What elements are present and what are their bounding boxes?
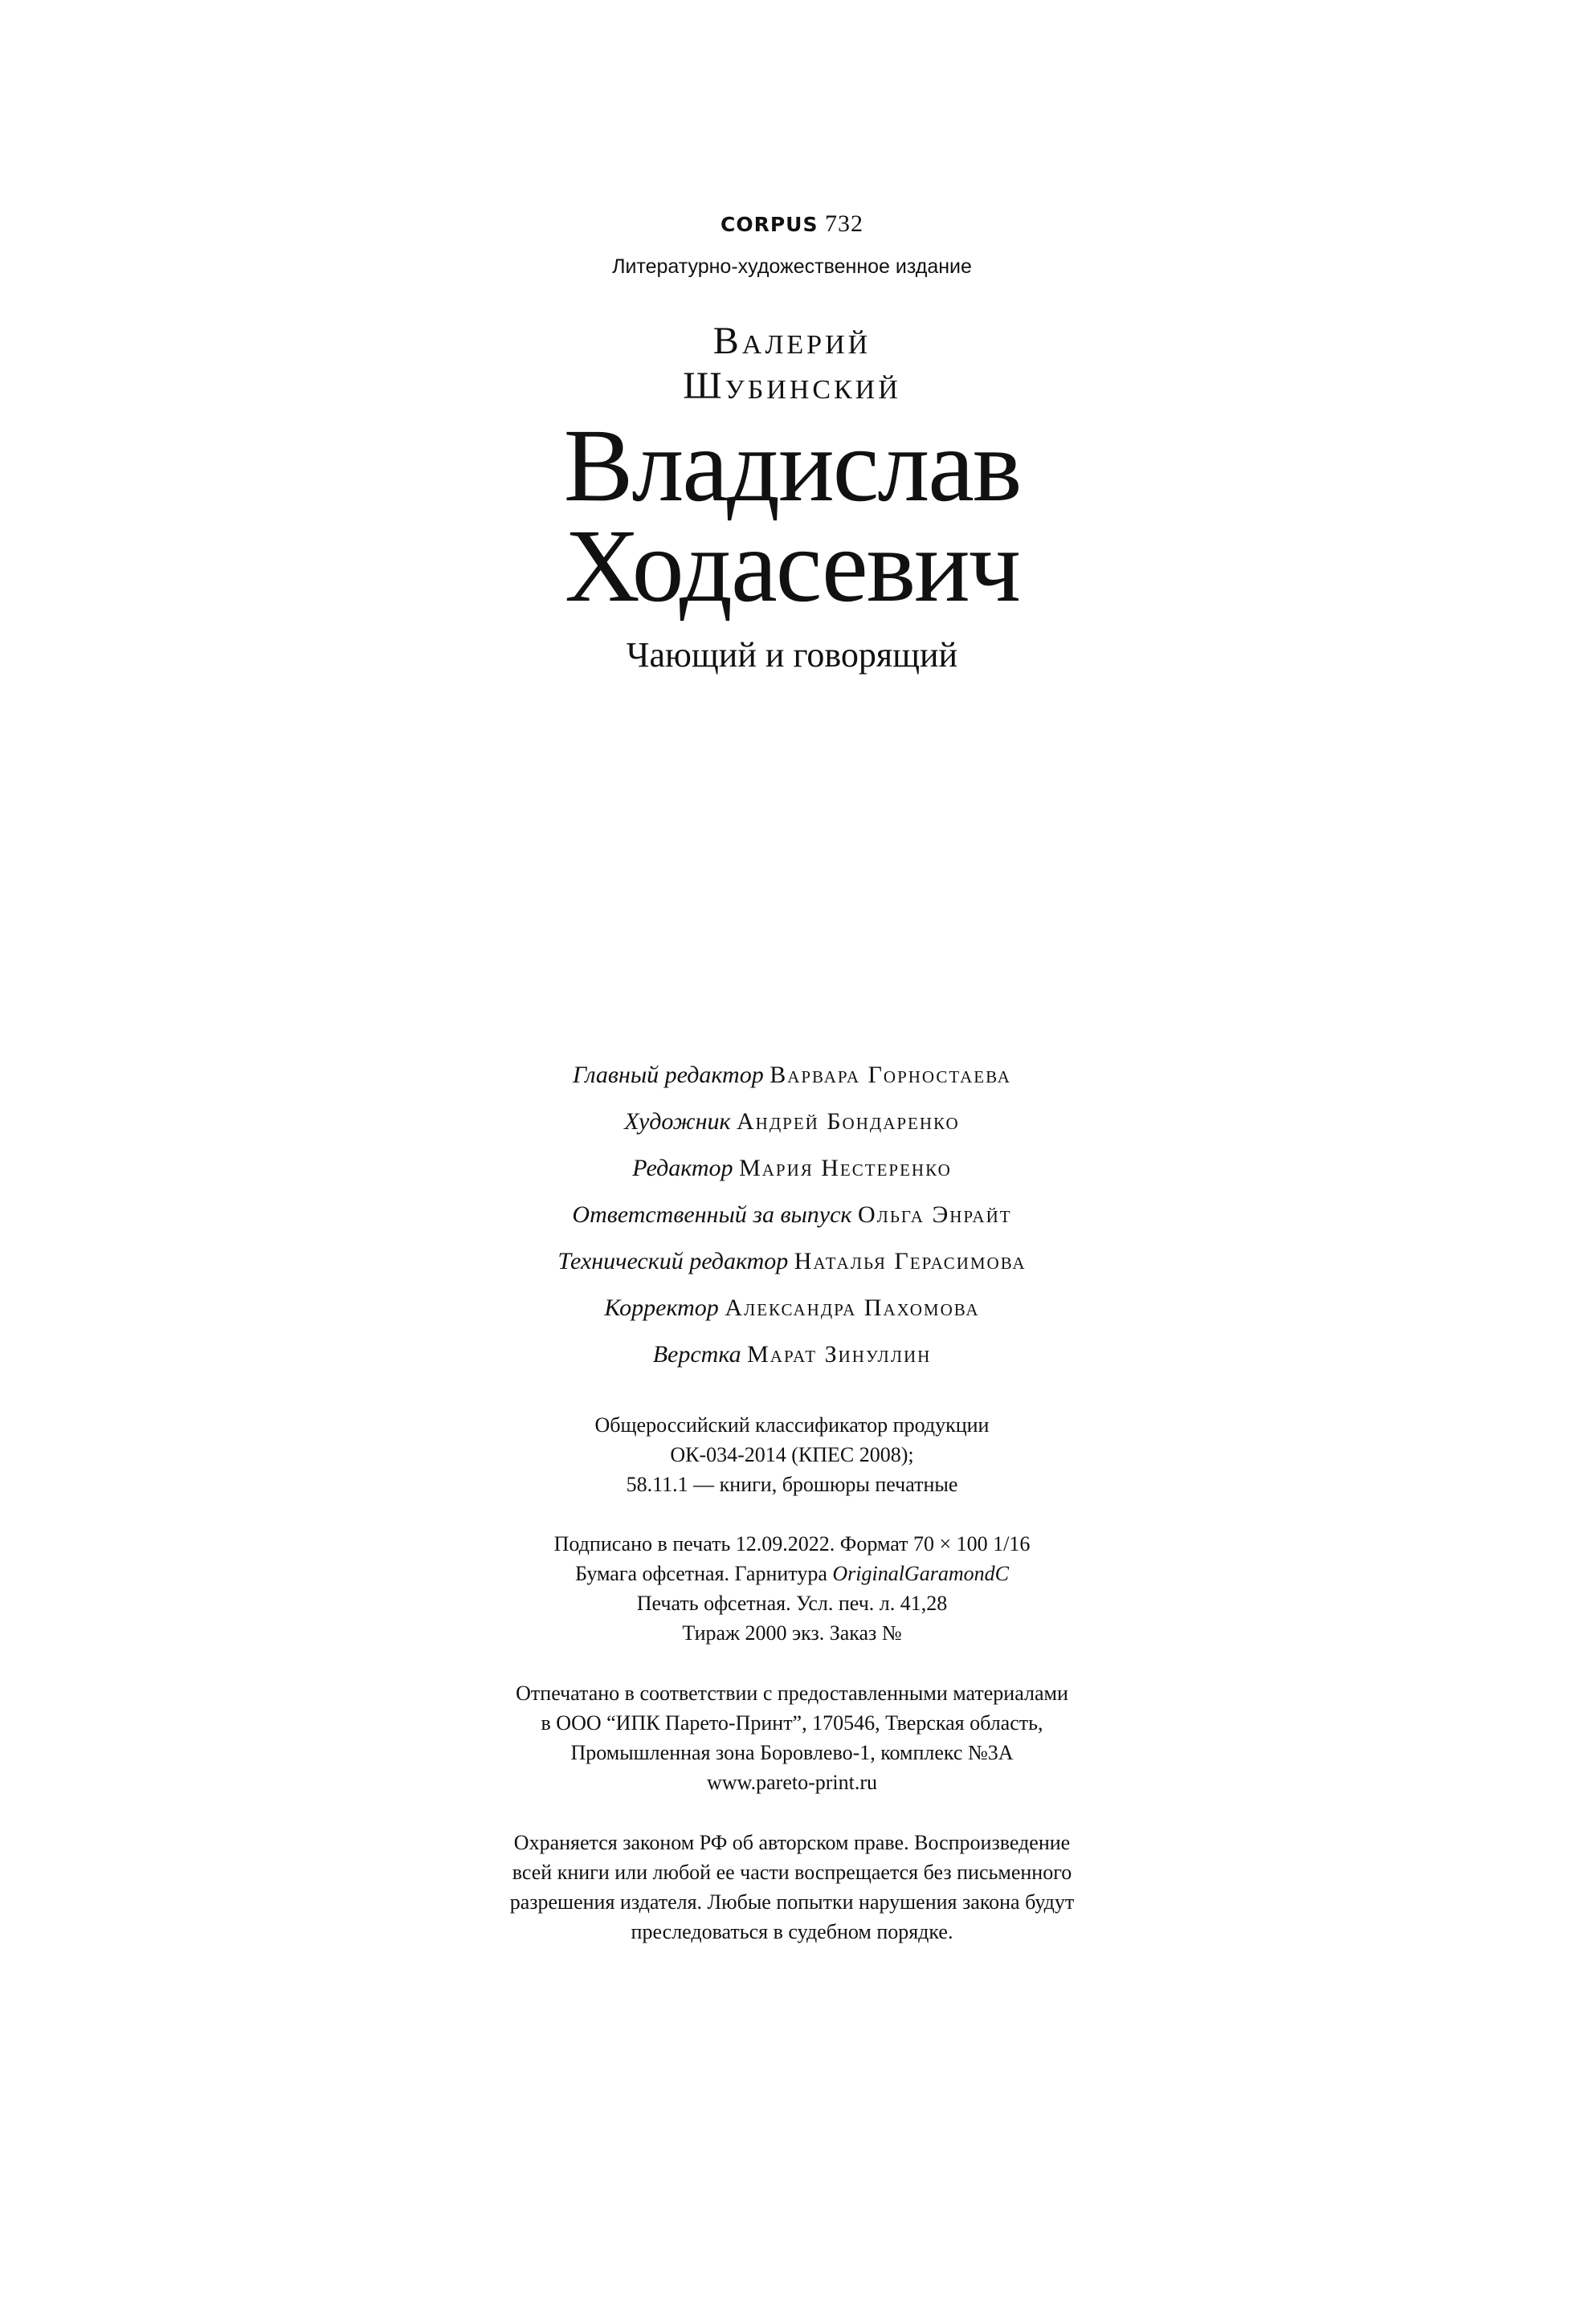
print-info-line — [0, 1559, 1584, 1588]
printer-block — [0, 1678, 1584, 1797]
credit-person: Наталья Герасимова — [794, 1248, 1027, 1274]
copyright-line: Охраняется законом РФ об авторском праве. Воспроизведение — [513, 1831, 1071, 1854]
printer-line: в ООО “ИПК Парето-Принт”, 170546, Тверская область, — [541, 1711, 1043, 1735]
credit-person: Александра Пахомова — [725, 1295, 980, 1321]
credit-role: Ответственный за выпуск — [572, 1201, 852, 1228]
print-info-line: Тираж 2000 экз. Заказ № — [682, 1621, 902, 1645]
credit-row — [0, 1238, 1584, 1285]
copyright-line: разрешения издателя. Любые попытки нарушения закона будут — [509, 1890, 1075, 1914]
printer-line: Промышленная зона Боровлево-1, комплекс №3А — [570, 1741, 1014, 1764]
credit-role: Главный редактор — [573, 1062, 764, 1088]
credit-role: Верстка — [652, 1341, 741, 1368]
book-title-line2: Ходасевич — [564, 508, 1020, 624]
credit-row — [0, 1099, 1584, 1145]
series-number: 732 — [824, 210, 863, 237]
credit-row — [0, 1192, 1584, 1238]
genre-label: Литературно-художественное издание — [612, 255, 972, 278]
credit-person: Варвара Горностаева — [770, 1062, 1011, 1088]
print-info-line: Подписано в печать 12.09.2022. Формат 70 × 100 1/16 — [553, 1532, 1031, 1555]
paper-typeface-text: Бумага офсетная. Гарнитура — [575, 1562, 833, 1585]
copyright-line: преследоваться в судебном порядке. — [631, 1920, 953, 1943]
credit-row — [0, 1052, 1584, 1099]
book-subtitle: Чающий и говорящий — [626, 635, 958, 675]
printer-website: www.pareto-print.ru — [706, 1771, 878, 1794]
credit-role: Технический редактор — [557, 1248, 789, 1274]
credit-role: Корректор — [604, 1295, 719, 1321]
classifier-line: Общероссийский классификатор продукции — [594, 1413, 990, 1437]
series-brand: CORPUS — [721, 213, 819, 236]
credit-person: Ольга Энрайт — [857, 1201, 1012, 1228]
classifier-block — [0, 1410, 1584, 1499]
credits-list — [0, 1052, 1584, 1378]
print-info-block — [0, 1529, 1584, 1648]
printer-line: Отпечатано в соответствии с предоставленными материалами — [516, 1682, 1068, 1705]
credit-person: Марат Зинуллин — [747, 1341, 932, 1368]
typeface-name: OriginalGaramondC — [832, 1562, 1009, 1585]
credit-person: Мария Нестеренко — [739, 1155, 952, 1181]
copyright-line: всей книги или любой ее части воспрещается без письменного — [512, 1861, 1072, 1884]
classifier-line: ОК-034-2014 (КПЕС 2008); — [670, 1443, 914, 1466]
copyright-notice — [0, 1828, 1584, 1947]
series-mark — [0, 210, 1584, 238]
author-first-name: Валерий — [712, 320, 872, 362]
credit-row — [0, 1285, 1584, 1331]
book-title-line1: Владислав — [563, 408, 1021, 524]
credit-role: Художник — [624, 1108, 731, 1135]
credit-row — [0, 1145, 1584, 1192]
credit-row — [0, 1331, 1584, 1378]
credit-role: Редактор — [632, 1155, 733, 1181]
classifier-line: 58.11.1 — книги, брошюры печатные — [626, 1473, 958, 1496]
print-info-line: Печать офсетная. Усл. печ. л. 41,28 — [636, 1592, 948, 1615]
author-last-name: Шубинский — [683, 365, 901, 407]
credit-person: Андрей Бондаренко — [737, 1108, 960, 1135]
